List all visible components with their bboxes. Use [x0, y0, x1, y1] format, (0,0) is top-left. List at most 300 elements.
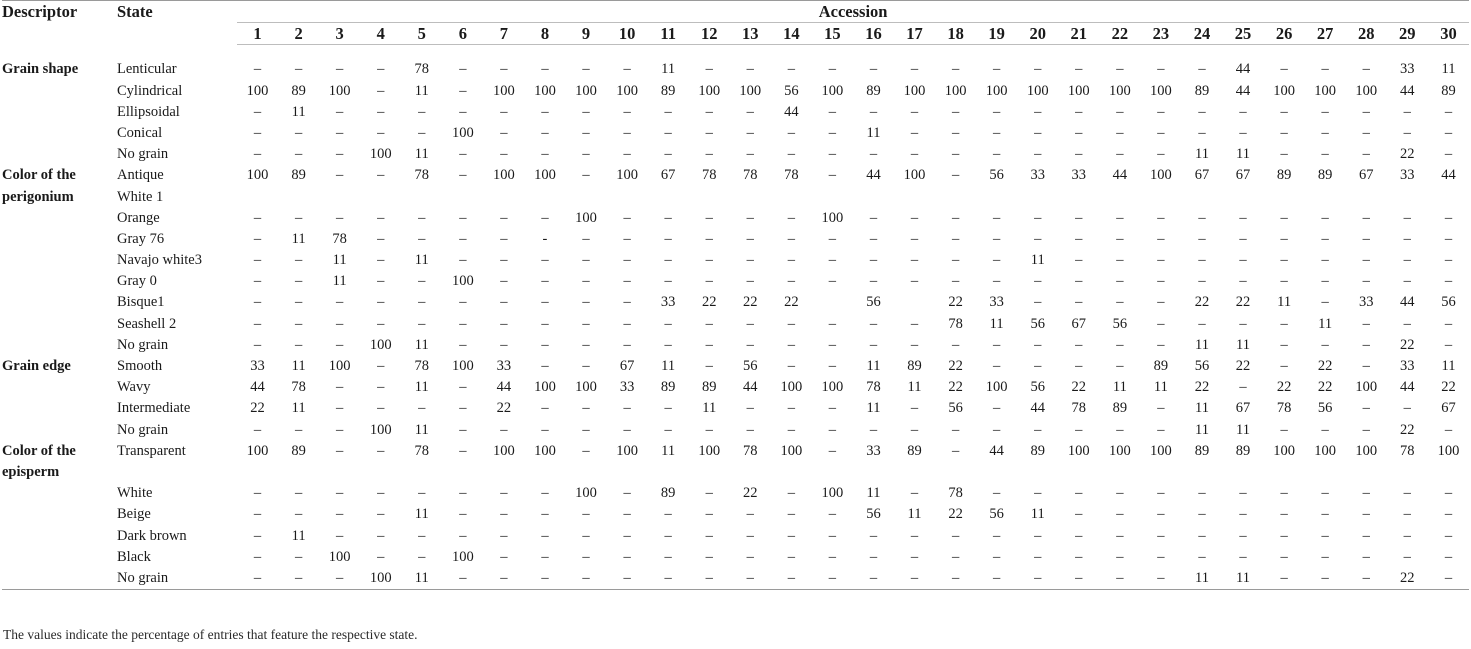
value-cell: –: [459, 82, 467, 99]
value-cell: –: [1280, 124, 1288, 141]
value-cell: –: [1075, 103, 1083, 120]
value-cell: –: [664, 421, 672, 438]
value-cell: –: [910, 336, 919, 353]
value-cell: –: [253, 421, 262, 438]
value-cell: 33: [660, 294, 676, 311]
value-cell: –: [705, 61, 713, 78]
value-cell: –: [1198, 252, 1206, 269]
value-cell: 11: [332, 273, 347, 290]
value-cell: –: [787, 527, 795, 544]
value-cell: 11: [1236, 336, 1251, 353]
value-cell: 56: [1317, 400, 1333, 417]
value-cell: –: [828, 167, 837, 184]
value-cell: –: [237, 568, 278, 590]
value-cell: 22: [250, 400, 265, 417]
value-cell: –: [623, 252, 631, 269]
value-cell: –: [623, 527, 631, 544]
value-cell: –: [1321, 294, 1329, 311]
value-cell: –: [664, 230, 672, 247]
value-cell: –: [582, 124, 590, 141]
state-cell: [117, 335, 237, 356]
value-cell: 33: [1400, 358, 1415, 374]
value-cell: –: [951, 336, 960, 353]
value-cell: –: [1075, 146, 1083, 163]
value-cell: 44: [1235, 82, 1251, 99]
value-cell: –: [541, 124, 549, 141]
value-cell: –: [459, 336, 467, 353]
value-cell: 100: [534, 167, 556, 184]
value-cell: –: [1116, 506, 1124, 523]
value-cell: 100: [575, 379, 597, 396]
value-cell: –: [582, 548, 590, 565]
state-cell: [117, 398, 237, 419]
value-cell: –: [689, 568, 730, 590]
value-cell: –: [828, 61, 837, 78]
value-cell: –: [541, 548, 549, 565]
value-cell: 11: [866, 400, 881, 417]
value-cell: 100: [616, 442, 638, 459]
value-cell: 11: [907, 506, 922, 523]
value-cell: 11: [1441, 358, 1456, 374]
value-cell: 22: [948, 358, 963, 374]
value-cell: –: [1157, 273, 1165, 290]
value-cell: –: [1198, 61, 1206, 78]
value-cell: –: [1157, 146, 1165, 163]
value-cell: 100: [328, 82, 351, 99]
descriptor-cell: [2, 250, 117, 271]
value-cell: –: [418, 273, 426, 290]
value-cell: –: [1403, 527, 1411, 544]
value-cell: 89: [1153, 358, 1169, 374]
value-cell: –: [1239, 485, 1247, 502]
value-cell: –: [894, 568, 935, 590]
value-cell: –: [664, 527, 672, 544]
value-cell: 56: [866, 294, 881, 311]
value-cell: –: [623, 421, 631, 438]
value-cell: –: [1116, 273, 1124, 290]
descriptor-cell: [2, 102, 117, 123]
value-cell: –: [1321, 273, 1329, 290]
value-cell: –: [1075, 548, 1083, 565]
value-cell: –: [1264, 568, 1305, 590]
table-row: [2, 568, 1469, 590]
value-cell: –: [705, 506, 713, 523]
value-cell: –: [623, 336, 631, 353]
value-cell: 100: [451, 124, 474, 141]
value-cell: –: [500, 252, 508, 269]
value-cell: –: [1362, 230, 1370, 247]
value-cell: –: [993, 421, 1001, 438]
value-cell: –: [623, 400, 631, 417]
value-cell: 100: [246, 167, 269, 184]
value-cell: 100: [246, 82, 269, 99]
value-cell: 22: [1235, 294, 1251, 311]
value-cell: –: [1403, 209, 1411, 226]
value-cell: –: [1321, 61, 1329, 78]
accession-number: 11: [648, 23, 689, 45]
value-cell: –: [1444, 548, 1453, 565]
value-cell: 56: [989, 167, 1004, 184]
value-cell: –: [1198, 485, 1206, 502]
value-cell: 100: [1273, 442, 1295, 459]
value-cell: –: [869, 273, 878, 290]
state-cell: [117, 504, 237, 525]
value-cell: –: [1239, 315, 1247, 332]
value-cell: –: [459, 527, 467, 544]
value-cell: –: [1280, 103, 1288, 120]
value-cell: 100: [328, 358, 351, 374]
state-label: Ellipsoidal: [117, 103, 180, 120]
value-cell: –: [746, 124, 754, 141]
value-cell: –: [377, 400, 385, 417]
value-cell: –: [582, 315, 590, 332]
accession-number: 6: [442, 23, 483, 45]
value-cell: –: [541, 103, 549, 120]
value-cell: 100: [903, 167, 926, 184]
value-cell: 11: [1194, 421, 1209, 438]
value-cell: –: [1116, 485, 1124, 502]
value-cell: –: [294, 61, 303, 78]
state-label: Conical: [117, 124, 163, 141]
value-cell: –: [746, 230, 754, 247]
value-cell: 33: [1030, 167, 1045, 184]
descriptor-cell: [2, 420, 117, 441]
state-label: Dark brown: [117, 527, 187, 544]
value-cell: 56: [948, 400, 963, 417]
value-cell: –: [951, 167, 960, 184]
value-cell: –: [951, 146, 960, 163]
value-cell: 100: [575, 82, 597, 99]
value-cell: –: [1362, 506, 1370, 523]
accession-number: 18: [935, 23, 976, 45]
value-cell: –: [1075, 273, 1083, 290]
value-cell: 11: [414, 421, 429, 438]
value-cell: –: [294, 421, 303, 438]
value-cell: –: [787, 400, 795, 417]
table-row: [2, 547, 1469, 568]
table-row: [2, 483, 1469, 504]
value-cell: –: [951, 230, 960, 247]
value-cell: –: [705, 315, 713, 332]
value-cell: –: [1280, 421, 1288, 438]
value-cell: 100: [821, 209, 844, 226]
value-cell: 100: [1108, 442, 1131, 459]
value-cell: –: [746, 336, 754, 353]
descriptor-label-line2: perigonium: [2, 188, 74, 205]
value-cell: –: [500, 548, 508, 565]
value-cell: –: [418, 527, 426, 544]
value-cell: –: [377, 82, 385, 99]
value-cell: –: [1444, 273, 1453, 290]
value-cell: –: [771, 568, 812, 590]
value-cell: –: [951, 421, 960, 438]
value-cell: –: [1075, 527, 1083, 544]
value-cell: –: [582, 252, 590, 269]
value-cell: –: [828, 273, 837, 290]
table-row: [2, 229, 1469, 250]
value-cell: 33: [1400, 61, 1415, 78]
descriptor-cell: [2, 229, 117, 250]
table-row: [2, 271, 1469, 292]
value-cell: 100: [616, 82, 638, 99]
descriptor-cell: [2, 526, 117, 547]
value-cell: 11: [414, 336, 429, 353]
value-cell: 100: [739, 82, 762, 99]
value-cell: 78: [1276, 400, 1292, 417]
value-cell: –: [812, 568, 853, 590]
value-cell: –: [582, 103, 590, 120]
accession-header: Accession: [237, 1, 1469, 23]
value-cell: –: [336, 209, 344, 226]
value-cell: [812, 292, 853, 313]
value-cell: –: [336, 442, 344, 459]
value-cell: 100: [451, 273, 474, 290]
value-cell: –: [459, 146, 467, 163]
value-cell: 89: [907, 442, 922, 459]
accession-number: 23: [1140, 23, 1181, 45]
state-label: Antique: [117, 167, 164, 184]
value-cell: 11: [1030, 506, 1045, 523]
value-cell: 89: [1317, 167, 1333, 184]
value-cell: –: [993, 124, 1001, 141]
value-cell: –: [910, 527, 919, 544]
value-cell: –: [1362, 146, 1370, 163]
value-cell: 89: [291, 82, 306, 99]
value-cell: –: [500, 124, 508, 141]
value-cell: 100: [985, 379, 1008, 396]
value-cell: –: [377, 315, 385, 332]
value-cell: –: [1198, 209, 1206, 226]
value-cell: 89: [1112, 400, 1128, 417]
value-cell: –: [1099, 568, 1140, 590]
value-cell: –: [541, 421, 549, 438]
value-cell: –: [1362, 485, 1370, 502]
state-cell: [117, 483, 237, 504]
value-cell: –: [1198, 315, 1206, 332]
value-cell: –: [1075, 252, 1083, 269]
value-cell: –: [524, 568, 565, 590]
value-cell: –: [993, 527, 1001, 544]
value-cell: –: [705, 336, 713, 353]
value-cell: –: [582, 421, 590, 438]
value-cell: –: [1116, 61, 1124, 78]
value-cell: –: [459, 294, 467, 311]
value-cell: 22: [1071, 379, 1087, 396]
value-cell: –: [541, 315, 549, 332]
value-cell: –: [1280, 527, 1288, 544]
value-cell: 22: [1194, 379, 1210, 396]
value-cell: –: [500, 527, 508, 544]
value-cell: –: [705, 124, 713, 141]
value-cell: 67: [1194, 167, 1210, 184]
value-cell: –: [541, 400, 549, 417]
value-cell: –: [746, 61, 754, 78]
accession-number: 22: [1099, 23, 1140, 45]
value-cell: 11: [332, 252, 347, 269]
value-cell: 100: [1067, 82, 1090, 99]
value-cell: –: [1034, 485, 1042, 502]
value-cell: –: [623, 548, 631, 565]
value-cell: 89: [660, 82, 676, 99]
value-cell: –: [1428, 568, 1469, 590]
accession-number: 27: [1305, 23, 1346, 45]
value-cell: –: [1444, 146, 1453, 163]
value-cell: –: [1116, 527, 1124, 544]
value-cell: 89: [660, 485, 676, 502]
value-cell: 100: [698, 82, 721, 99]
value-cell: –: [1280, 315, 1288, 332]
value-cell: 56: [989, 506, 1004, 523]
value-cell: –: [541, 273, 549, 290]
accession-number: 29: [1387, 23, 1428, 45]
body-spacer: [2, 45, 1469, 60]
value-cell: –: [1116, 294, 1124, 311]
value-cell: 44: [1400, 379, 1415, 396]
value-cell: 44: [866, 167, 881, 184]
value-cell: –: [1321, 146, 1329, 163]
accession-number: 4: [360, 23, 401, 45]
value-cell: 89: [291, 167, 306, 184]
accession-number: 10: [607, 23, 648, 45]
value-cell: –: [869, 230, 878, 247]
value-cell: –: [1362, 315, 1370, 332]
value-cell: –: [705, 527, 713, 544]
descriptor-label: Grain edge: [2, 358, 71, 374]
value-cell: –: [459, 209, 467, 226]
value-cell: –: [993, 273, 1001, 290]
state-cell: [117, 568, 237, 590]
value-cell: 100: [493, 167, 515, 184]
value-cell: 22: [1400, 146, 1415, 163]
value-cell: –: [1034, 336, 1042, 353]
value-cell: –: [253, 336, 262, 353]
value-cell: 22: [743, 294, 758, 311]
value-cell: –: [582, 273, 590, 290]
value-cell: –: [910, 209, 919, 226]
value-cell: –: [993, 485, 1001, 502]
value-cell: –: [787, 273, 795, 290]
value-cell: 100: [369, 421, 392, 438]
value-cell: –: [294, 124, 303, 141]
value-cell: 89: [1030, 442, 1045, 459]
value-cell: 11: [291, 230, 306, 247]
state-cell: [117, 356, 237, 377]
value-cell: 100: [575, 485, 597, 502]
value-cell: –: [377, 124, 385, 141]
value-cell: –: [1362, 400, 1370, 417]
value-cell: –: [993, 358, 1001, 374]
table-row: [2, 292, 1469, 313]
value-cell: –: [459, 61, 467, 78]
value-cell: –: [664, 400, 672, 417]
value-cell: –: [869, 421, 878, 438]
value-cell: –: [500, 230, 508, 247]
value-cell: 78: [784, 167, 799, 184]
value-cell: 100: [1108, 82, 1131, 99]
value-cell: 11: [401, 568, 442, 590]
value-cell: –: [483, 568, 524, 590]
value-cell: –: [664, 336, 672, 353]
value-cell: 44: [1030, 400, 1045, 417]
value-cell: 67: [619, 358, 635, 374]
value-cell: 11: [1236, 421, 1251, 438]
value-cell: –: [1321, 124, 1329, 141]
state-cell: [117, 526, 237, 547]
value-cell: –: [1239, 527, 1247, 544]
value-cell: –: [1362, 61, 1370, 78]
value-cell: –: [1280, 336, 1288, 353]
value-cell: 100: [1150, 167, 1172, 184]
value-cell: –: [1116, 421, 1124, 438]
value-cell: –: [1280, 273, 1288, 290]
value-cell: 11: [1194, 400, 1209, 417]
accession-number: 8: [524, 23, 565, 45]
value-cell: 100: [451, 358, 474, 374]
value-cell: –: [1034, 548, 1042, 565]
value-cell: 11: [1277, 294, 1292, 311]
value-cell: –: [1116, 124, 1124, 141]
value-cell: –: [1075, 358, 1083, 374]
value-cell: 56: [1441, 294, 1456, 311]
value-cell: 11: [1194, 146, 1209, 163]
value-cell: –: [418, 230, 426, 247]
value-cell: –: [1280, 61, 1288, 78]
value-cell: –: [869, 315, 878, 332]
value-cell: 100: [821, 379, 844, 396]
value-cell: –: [500, 421, 508, 438]
state-cell: [117, 420, 237, 441]
state-label: Gray 0: [117, 273, 157, 290]
value-cell: 44: [989, 442, 1004, 459]
value-cell: –: [1403, 315, 1411, 332]
value-cell: –: [1239, 273, 1247, 290]
value-cell: –: [253, 252, 262, 269]
value-cell: –: [294, 209, 303, 226]
value-cell: –: [869, 61, 878, 78]
descriptor-cell: [2, 483, 117, 504]
value-cell: –: [1157, 209, 1165, 226]
value-cell: –: [787, 146, 795, 163]
table-row: [2, 420, 1469, 441]
value-cell: 44: [1441, 167, 1456, 184]
value-cell: –: [459, 442, 467, 459]
value-cell: –: [566, 568, 607, 590]
table-row: [2, 165, 1469, 186]
value-cell: –: [1034, 230, 1042, 247]
value-cell: –: [787, 252, 795, 269]
value-cell: –: [1198, 103, 1206, 120]
descriptor-label: Color of the: [2, 442, 76, 459]
state-cell: [117, 441, 237, 462]
value-cell: 22: [784, 294, 799, 311]
value-cell: –: [582, 61, 590, 78]
descriptor-cell: [2, 59, 117, 80]
value-cell: –: [1280, 358, 1288, 374]
state-label: Black: [117, 548, 151, 565]
value-cell: 11: [1236, 146, 1251, 163]
value-cell: 56: [1112, 315, 1128, 332]
value-cell: –: [1280, 146, 1288, 163]
value-cell: –: [336, 421, 344, 438]
value-cell: 56: [866, 506, 881, 523]
value-cell: 100: [1355, 379, 1378, 396]
value-cell: 33: [1071, 167, 1087, 184]
state-cell: [117, 165, 237, 186]
state-cell: [117, 547, 237, 568]
value-cell: 100: [369, 146, 392, 163]
value-cell: –: [1116, 103, 1124, 120]
value-cell: 78: [414, 61, 430, 78]
